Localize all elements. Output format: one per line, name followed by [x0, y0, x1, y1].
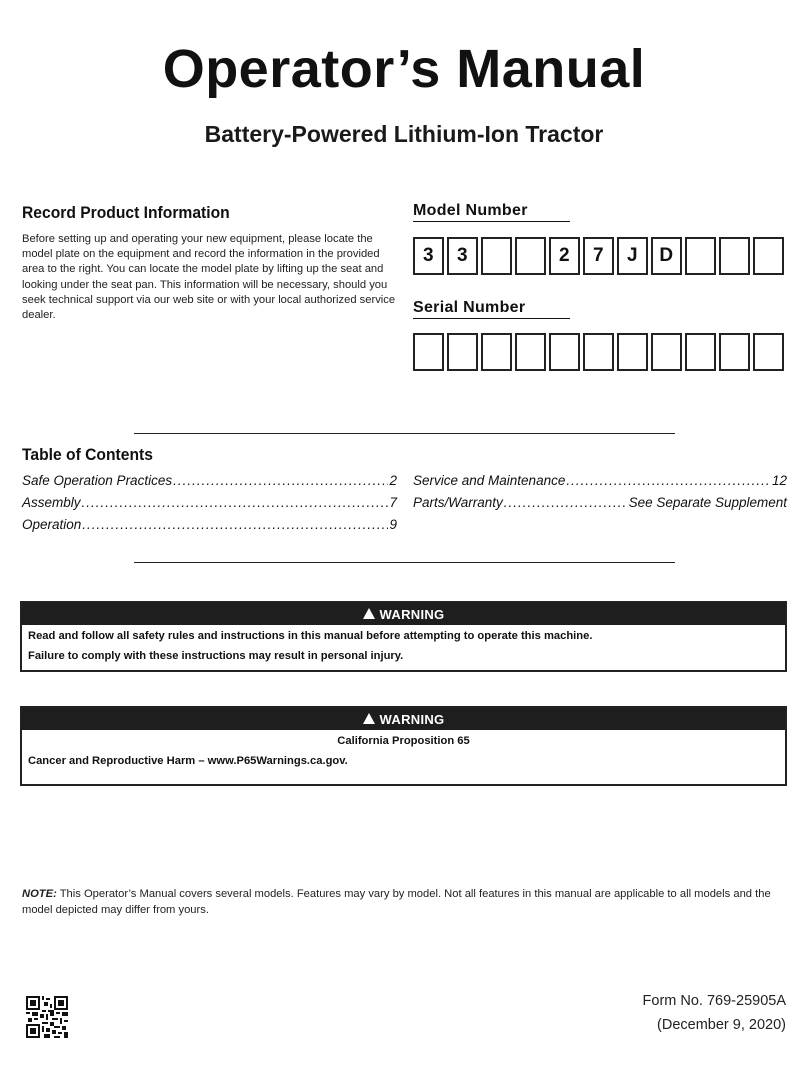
form-date: (December 9, 2020)	[657, 1017, 786, 1033]
warning-title: WARNING	[379, 606, 445, 622]
record-body: Before setting up and operating your new equipment, please locate the model plate on the equipment and record the information in the provided area to the right. You can locate the model plate by lifting up the seat and looking under the seat pan. This information will be necessary, should you seek technical support via our web site or with your local authorized service dealer.	[22, 233, 396, 322]
model-box[interactable]	[753, 237, 784, 275]
toc-entry-label: Operation	[22, 517, 82, 532]
prop65-warning-box	[20, 706, 787, 786]
warning-text: Cancer and Reproductive Harm – www.P65Warnings.ca.gov.	[28, 755, 348, 767]
note-text: This Operator’s Manual covers several models. Features may vary by model. Not all features in this manual are applicable to all models and the model depicted may differ from yours.	[22, 888, 771, 916]
page-subtitle: Battery-Powered Lithium-Ion Tractor	[204, 121, 604, 147]
warning-text: Failure to comply with these instructions may result in personal injury.	[28, 650, 404, 662]
model-box[interactable]: D	[651, 237, 682, 275]
serial-number-label: Serial Number	[413, 299, 570, 319]
serial-number-boxes	[413, 333, 786, 371]
serial-box[interactable]	[583, 333, 614, 371]
serial-box[interactable]	[549, 333, 580, 371]
divider	[134, 433, 675, 434]
serial-box[interactable]	[413, 333, 444, 371]
toc-entry[interactable]	[22, 473, 397, 495]
serial-box[interactable]	[617, 333, 648, 371]
toc-left-column	[22, 473, 397, 539]
model-box[interactable]	[685, 237, 716, 275]
toc-entry[interactable]	[413, 473, 787, 495]
divider	[134, 562, 675, 563]
toc-entry-label: Parts/Warranty	[413, 495, 503, 510]
model-box[interactable]: J	[617, 237, 648, 275]
serial-box[interactable]	[515, 333, 546, 371]
warning-header	[22, 603, 785, 625]
toc-entry-page: See Separate Supplement	[628, 495, 787, 510]
serial-box[interactable]	[447, 333, 478, 371]
warning-text: Read and follow all safety rules and instructions in this manual before attempting to operate this machine.	[28, 630, 593, 642]
note-paragraph	[22, 886, 790, 918]
warning-title: WARNING	[379, 711, 445, 727]
warning-triangle-icon	[363, 608, 375, 619]
toc-entry-label: Service and Maintenance	[413, 473, 566, 488]
model-box[interactable]	[481, 237, 512, 275]
toc-entry-page: 2	[389, 473, 397, 488]
serial-box[interactable]	[481, 333, 512, 371]
warning-triangle-icon	[363, 713, 375, 724]
record-heading: Record Product Information	[22, 203, 230, 222]
note-label: NOTE:	[22, 888, 57, 900]
toc-entry[interactable]	[413, 495, 787, 517]
safety-warning-box	[20, 601, 787, 672]
warning-header	[22, 708, 785, 730]
serial-box[interactable]	[685, 333, 716, 371]
model-box[interactable]: 2	[549, 237, 580, 275]
toc-entry[interactable]	[22, 495, 397, 517]
toc-entry[interactable]	[22, 517, 397, 539]
toc-entry-page: 9	[389, 517, 397, 532]
toc-entry-page: 7	[389, 495, 397, 510]
model-box[interactable]	[719, 237, 750, 275]
toc-heading: Table of Contents	[22, 445, 153, 464]
toc-entry-page: 12	[771, 473, 787, 488]
toc-right-column	[413, 473, 787, 517]
toc-entry-label: Assembly	[22, 495, 81, 510]
toc-entry-label: Safe Operation Practices	[22, 473, 173, 488]
form-number: Form No. 769-25905A	[642, 993, 786, 1009]
model-box[interactable]	[515, 237, 546, 275]
serial-box[interactable]	[719, 333, 750, 371]
model-box[interactable]: 3	[447, 237, 478, 275]
serial-box[interactable]	[651, 333, 682, 371]
serial-box[interactable]	[753, 333, 784, 371]
model-number-boxes	[413, 237, 786, 275]
form-number-block	[643, 989, 786, 1037]
model-box[interactable]: 3	[413, 237, 444, 275]
page-title: Operator’s Manual	[162, 39, 646, 99]
warning-heading: California Proposition 65	[337, 735, 470, 747]
qr-code-icon	[26, 996, 68, 1038]
model-number-label: Model Number	[413, 202, 570, 222]
model-box[interactable]: 7	[583, 237, 614, 275]
